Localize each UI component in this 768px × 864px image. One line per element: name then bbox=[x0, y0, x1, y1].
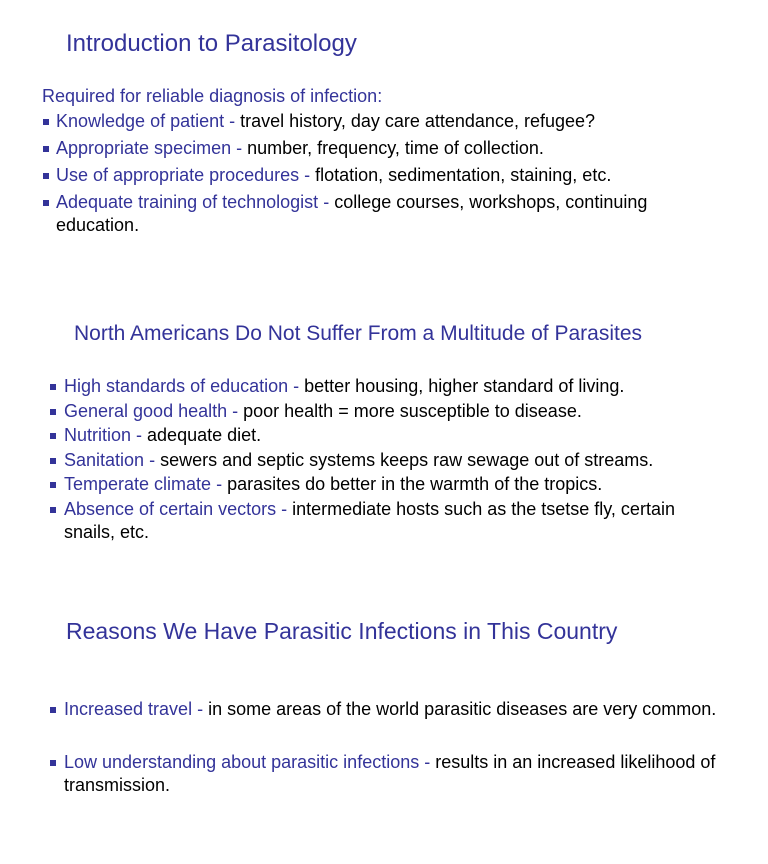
item-separator: - bbox=[419, 752, 436, 772]
slide-title: North Americans Do Not Suffer From a Multitude of Parasites bbox=[74, 322, 643, 345]
list-item bbox=[42, 164, 702, 187]
list-item bbox=[50, 375, 710, 398]
item-separator: - bbox=[224, 111, 241, 131]
slide-introduction bbox=[0, 0, 768, 260]
item-separator: - bbox=[288, 376, 305, 396]
item-term: Absence of certain vectors bbox=[64, 498, 277, 519]
item-description: adequate diet. bbox=[147, 425, 262, 446]
item-term: Temperate climate bbox=[64, 474, 212, 495]
item-separator: - bbox=[231, 138, 248, 158]
square-bullet-icon bbox=[43, 146, 49, 152]
bullet-list bbox=[50, 375, 710, 545]
item-separator: - bbox=[318, 192, 335, 212]
list-item bbox=[50, 698, 740, 721]
item-separator: - bbox=[131, 425, 148, 446]
item-description: travel history, day care attendance, refugee? bbox=[240, 111, 596, 131]
item-description: better housing, higher standard of living. bbox=[304, 376, 625, 396]
item-separator: - bbox=[227, 400, 244, 421]
slide-reasons bbox=[0, 600, 768, 864]
item-description: number, frequency, time of collection. bbox=[247, 138, 544, 158]
item-separator: - bbox=[211, 474, 228, 495]
square-bullet-icon bbox=[50, 482, 56, 488]
square-bullet-icon bbox=[43, 200, 49, 206]
list-item bbox=[50, 473, 710, 496]
square-bullet-icon bbox=[50, 384, 56, 390]
list-item bbox=[50, 400, 710, 423]
list-item bbox=[42, 137, 702, 160]
square-bullet-icon bbox=[43, 173, 49, 179]
square-bullet-icon bbox=[50, 458, 56, 464]
slide-north-americans bbox=[0, 290, 768, 560]
list-item bbox=[42, 191, 702, 237]
square-bullet-icon bbox=[43, 119, 49, 125]
square-bullet-icon bbox=[50, 707, 56, 713]
list-item bbox=[42, 110, 702, 133]
item-description: parasites do better in the warmth of the tropics. bbox=[227, 474, 603, 495]
square-bullet-icon bbox=[50, 409, 56, 415]
square-bullet-icon bbox=[50, 433, 56, 439]
item-description: intermediate hosts such as the tsetse fly, certain snails, etc. bbox=[64, 498, 675, 542]
item-separator: - bbox=[299, 165, 316, 185]
item-separator: - bbox=[276, 498, 293, 519]
square-bullet-icon bbox=[50, 760, 56, 766]
bullet-list bbox=[42, 110, 702, 241]
item-term: Appropriate specimen bbox=[56, 138, 232, 158]
item-term: Use of appropriate procedures bbox=[56, 165, 300, 185]
list-item bbox=[50, 498, 710, 544]
item-term: High standards of education bbox=[64, 376, 289, 396]
slide-title: Reasons We Have Parasitic Infections in This Country bbox=[66, 618, 618, 644]
item-separator: - bbox=[144, 449, 161, 470]
list-item bbox=[50, 449, 710, 472]
item-description: poor health = more susceptible to disease. bbox=[243, 400, 582, 421]
bullet-list bbox=[50, 698, 740, 797]
item-description: results in an increased likelihood of transmission. bbox=[64, 752, 716, 795]
item-description: sewers and septic systems keeps raw sewage out of streams. bbox=[160, 449, 654, 470]
item-term: Nutrition bbox=[64, 425, 132, 446]
item-term: Adequate training of technologist bbox=[56, 192, 319, 212]
item-term: General good health bbox=[64, 400, 228, 421]
slide-intro-text: Required for reliable diagnosis of infection: bbox=[42, 86, 383, 106]
list-item bbox=[50, 424, 710, 447]
item-term: Increased travel bbox=[64, 699, 193, 719]
item-term: Sanitation bbox=[64, 449, 145, 470]
item-description: flotation, sedimentation, staining, etc. bbox=[315, 165, 612, 185]
item-term: Knowledge of patient bbox=[56, 111, 225, 131]
item-term: Low understanding about parasitic infections bbox=[64, 752, 420, 772]
list-item bbox=[50, 751, 740, 797]
item-description: in some areas of the world parasitic diseases are very common. bbox=[208, 699, 717, 719]
square-bullet-icon bbox=[50, 507, 56, 513]
item-separator: - bbox=[192, 699, 209, 719]
slide-title: Introduction to Parasitology bbox=[66, 30, 357, 57]
item-description: college courses, workshops, continuing education. bbox=[56, 192, 648, 235]
